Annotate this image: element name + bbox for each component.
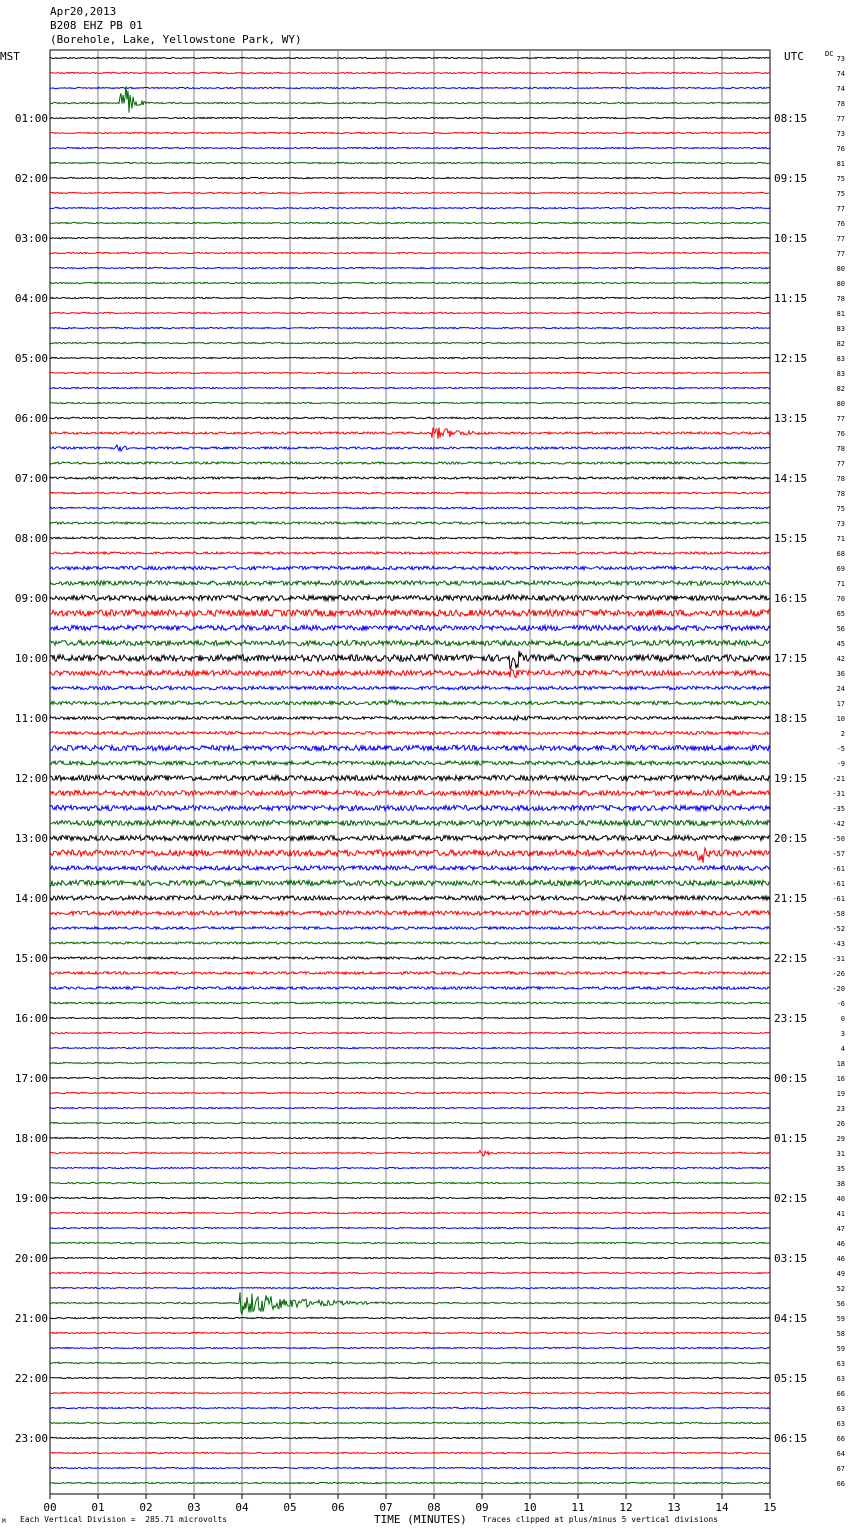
mst-axis-label: MST bbox=[0, 50, 20, 63]
utc-hour-labels bbox=[774, 112, 807, 1445]
utc-hour-label: 00:15 bbox=[774, 1072, 808, 1085]
seismic-trace bbox=[50, 835, 770, 840]
mst-hour-label: 15:00 bbox=[14, 952, 48, 965]
seismic-trace bbox=[50, 132, 770, 133]
seismic-trace bbox=[50, 1032, 770, 1033]
seismic-trace bbox=[50, 1017, 770, 1018]
dc-offset-label: 80 bbox=[836, 265, 845, 273]
utc-axis-label: UTC bbox=[784, 50, 804, 63]
mst-hour-label: 11:00 bbox=[14, 712, 48, 725]
dc-offset-label: 78 bbox=[836, 100, 845, 108]
dc-offset-label: -58 bbox=[832, 910, 845, 918]
seismic-trace bbox=[50, 192, 770, 193]
seismic-trace bbox=[50, 222, 770, 223]
corner-mark: M bbox=[2, 1518, 6, 1525]
seismic-trace bbox=[50, 848, 770, 863]
mst-hour-labels bbox=[15, 112, 48, 1445]
seismic-trace bbox=[50, 716, 770, 721]
utc-hour-label: 06:15 bbox=[774, 1432, 808, 1445]
dc-offset-label: 49 bbox=[836, 1270, 845, 1278]
seismic-trace bbox=[50, 972, 770, 975]
x-tick-label: 09 bbox=[475, 1501, 489, 1514]
dc-offset-label: 35 bbox=[836, 1165, 845, 1173]
seismic-trace bbox=[50, 1242, 770, 1243]
seismic-trace bbox=[50, 1392, 770, 1393]
dc-offset-label: 78 bbox=[836, 445, 845, 453]
seismic-trace bbox=[50, 1212, 770, 1213]
seismic-trace bbox=[50, 1437, 770, 1438]
dc-offset-label: 63 bbox=[836, 1405, 845, 1413]
x-tick-label: 00 bbox=[43, 1501, 57, 1514]
x-tick-label: 14 bbox=[715, 1501, 729, 1514]
seismic-trace bbox=[50, 162, 770, 163]
seismic-trace bbox=[50, 237, 770, 238]
dc-offset-label: 71 bbox=[836, 580, 845, 588]
dc-offset-label: 4 bbox=[840, 1045, 845, 1053]
seismic-trace bbox=[50, 896, 770, 901]
seismic-trace bbox=[50, 1377, 770, 1378]
seismic-trace bbox=[50, 357, 770, 358]
utc-hour-label: 20:15 bbox=[774, 832, 808, 845]
x-tick-label: 08 bbox=[427, 1501, 441, 1514]
dc-offset-label: -61 bbox=[832, 895, 845, 903]
seismic-trace bbox=[50, 1047, 770, 1048]
dc-offset-label: 64 bbox=[836, 1450, 845, 1458]
chart-date-title: Apr20,2013 bbox=[50, 5, 117, 18]
x-tick-label: 07 bbox=[379, 1501, 393, 1514]
seismic-trace bbox=[50, 566, 770, 570]
dc-offset-label: 83 bbox=[836, 355, 845, 363]
seismic-trace bbox=[50, 1092, 770, 1093]
dc-offset-label: 42 bbox=[836, 655, 845, 663]
dc-column-label: DC bbox=[825, 50, 834, 58]
utc-hour-label: 23:15 bbox=[774, 1012, 808, 1025]
station-location: (Borehole, Lake, Yellowstone Park, WY) bbox=[50, 33, 302, 46]
seismic-trace bbox=[50, 1317, 770, 1318]
seismic-trace bbox=[50, 957, 770, 959]
seismic-trace bbox=[50, 1182, 770, 1183]
dc-offset-label: 47 bbox=[836, 1225, 845, 1233]
mst-hour-label: 23:00 bbox=[14, 1432, 48, 1445]
seismic-trace bbox=[50, 87, 770, 88]
seismic-trace bbox=[50, 267, 770, 268]
seismic-trace bbox=[50, 987, 770, 990]
dc-offset-label: -21 bbox=[832, 775, 845, 783]
dc-offset-label: 3 bbox=[840, 1030, 845, 1038]
dc-offset-label: 17 bbox=[836, 700, 845, 708]
mst-hour-label: 01:00 bbox=[14, 112, 48, 125]
seismic-trace bbox=[50, 492, 770, 494]
seismic-trace bbox=[50, 1002, 770, 1004]
dc-offset-label: -6 bbox=[836, 1000, 845, 1008]
dc-offset-label: 69 bbox=[836, 565, 845, 573]
utc-hour-label: 21:15 bbox=[774, 892, 808, 905]
station-code: B208 EHZ PB 01 bbox=[50, 19, 143, 32]
seismic-trace bbox=[50, 640, 770, 645]
mst-hour-label: 16:00 bbox=[14, 1012, 48, 1025]
dc-offset-label: 63 bbox=[836, 1360, 845, 1368]
seismic-trace bbox=[50, 252, 770, 253]
dc-offset-label: 73 bbox=[836, 130, 845, 138]
dc-offset-label: -35 bbox=[832, 805, 845, 813]
dc-offset-labels bbox=[832, 55, 845, 1488]
dc-offset-label: 70 bbox=[836, 595, 845, 603]
seismic-trace bbox=[50, 669, 770, 678]
dc-offset-label: 77 bbox=[836, 460, 845, 468]
seismic-trace bbox=[50, 207, 770, 208]
seismic-traces bbox=[50, 57, 770, 1483]
seismic-trace bbox=[50, 651, 770, 668]
seismic-trace bbox=[50, 732, 770, 735]
x-axis-ticks bbox=[43, 1494, 776, 1514]
mst-hour-label: 19:00 bbox=[14, 1192, 48, 1205]
dc-offset-label: 74 bbox=[836, 85, 845, 93]
x-tick-label: 10 bbox=[523, 1501, 537, 1514]
dc-offset-label: 18 bbox=[836, 1060, 845, 1068]
plot-frame bbox=[50, 50, 770, 1494]
seismic-trace bbox=[50, 1227, 770, 1228]
dc-offset-label: 78 bbox=[836, 490, 845, 498]
seismic-trace bbox=[50, 745, 770, 750]
dc-offset-label: 40 bbox=[836, 1195, 845, 1203]
dc-offset-label: 41 bbox=[836, 1210, 845, 1218]
seismic-trace bbox=[50, 866, 770, 870]
dc-offset-label: 56 bbox=[836, 1300, 845, 1308]
seismic-trace bbox=[50, 1197, 770, 1198]
seismic-trace bbox=[50, 72, 770, 73]
dc-offset-label: 75 bbox=[836, 175, 845, 183]
seismic-trace bbox=[50, 507, 770, 509]
utc-hour-label: 13:15 bbox=[774, 412, 808, 425]
mst-hour-label: 22:00 bbox=[14, 1372, 48, 1385]
dc-offset-label: -31 bbox=[832, 955, 845, 963]
seismic-trace bbox=[50, 1482, 770, 1483]
seismic-trace bbox=[50, 1347, 770, 1348]
dc-offset-label: -5 bbox=[836, 745, 845, 753]
seismic-trace bbox=[50, 1137, 770, 1138]
utc-hour-label: 19:15 bbox=[774, 772, 808, 785]
seismic-trace bbox=[50, 1167, 770, 1168]
utc-hour-label: 15:15 bbox=[774, 532, 808, 545]
mst-hour-label: 07:00 bbox=[14, 472, 48, 485]
mst-hour-label: 20:00 bbox=[14, 1252, 48, 1265]
x-tick-label: 13 bbox=[667, 1501, 681, 1514]
seismic-trace bbox=[50, 445, 770, 451]
seismic-trace bbox=[50, 1257, 770, 1258]
seismic-trace bbox=[50, 1272, 770, 1273]
dc-offset-label: 56 bbox=[836, 625, 845, 633]
mst-hour-label: 10:00 bbox=[14, 652, 48, 665]
mst-hour-label: 14:00 bbox=[14, 892, 48, 905]
dc-offset-label: 58 bbox=[836, 1330, 845, 1338]
dc-offset-label: 66 bbox=[836, 1480, 845, 1488]
dc-offset-label: 77 bbox=[836, 205, 845, 213]
dc-offset-label: -57 bbox=[832, 850, 845, 858]
dc-offset-label: 26 bbox=[836, 1120, 845, 1128]
dc-offset-label: 10 bbox=[836, 715, 845, 723]
x-tick-label: 06 bbox=[331, 1501, 345, 1514]
dc-offset-label: 19 bbox=[836, 1090, 845, 1098]
seismic-trace bbox=[50, 462, 770, 464]
dc-offset-label: 80 bbox=[836, 280, 845, 288]
utc-hour-label: 01:15 bbox=[774, 1132, 808, 1145]
vertical-scale-note: Each Vertical Division = 285.71 microvolts bbox=[20, 1515, 228, 1524]
dc-offset-label: -9 bbox=[836, 760, 845, 768]
dc-offset-label: 82 bbox=[836, 385, 845, 393]
seismic-trace bbox=[50, 625, 770, 630]
dc-offset-label: 75 bbox=[836, 190, 845, 198]
dc-offset-label: 59 bbox=[836, 1345, 845, 1353]
dc-offset-label: 2 bbox=[840, 730, 845, 738]
utc-hour-label: 22:15 bbox=[774, 952, 808, 965]
x-tick-label: 12 bbox=[619, 1501, 633, 1514]
seismic-trace bbox=[50, 1062, 770, 1063]
seismic-trace bbox=[50, 880, 770, 885]
mst-hour-label: 08:00 bbox=[14, 532, 48, 545]
dc-offset-label: 52 bbox=[836, 1285, 845, 1293]
dc-offset-label: 23 bbox=[836, 1105, 845, 1113]
dc-offset-label: 83 bbox=[836, 370, 845, 378]
dc-offset-label: 77 bbox=[836, 235, 845, 243]
x-tick-label: 15 bbox=[763, 1501, 777, 1514]
seismic-trace bbox=[50, 417, 770, 419]
dc-offset-label: 45 bbox=[836, 640, 845, 648]
seismic-trace bbox=[50, 552, 770, 554]
dc-offset-label: 77 bbox=[836, 415, 845, 423]
seismic-trace bbox=[50, 805, 770, 810]
x-tick-label: 03 bbox=[187, 1501, 201, 1514]
mst-hour-label: 06:00 bbox=[14, 412, 48, 425]
dc-offset-label: -42 bbox=[832, 820, 845, 828]
dc-offset-label: -50 bbox=[832, 835, 845, 843]
dc-offset-label: 63 bbox=[836, 1375, 845, 1383]
seismic-trace bbox=[50, 387, 770, 388]
utc-hour-label: 04:15 bbox=[774, 1312, 808, 1325]
dc-offset-label: -31 bbox=[832, 790, 845, 798]
dc-offset-label: 0 bbox=[840, 1015, 845, 1023]
dc-offset-label: 67 bbox=[836, 1465, 845, 1473]
dc-offset-label: 77 bbox=[836, 115, 845, 123]
dc-offset-label: 66 bbox=[836, 1390, 845, 1398]
mst-hour-label: 03:00 bbox=[14, 232, 48, 245]
utc-hour-label: 16:15 bbox=[774, 592, 808, 605]
seismic-trace bbox=[50, 342, 770, 343]
seismic-trace bbox=[50, 372, 770, 373]
clip-note: Traces clipped at plus/minus 5 vertical divisions bbox=[482, 1515, 719, 1524]
seismic-trace bbox=[50, 1407, 770, 1408]
utc-hour-label: 02:15 bbox=[774, 1192, 808, 1205]
seismic-trace bbox=[50, 594, 770, 601]
seismic-trace bbox=[50, 1292, 770, 1315]
x-tick-label: 05 bbox=[283, 1501, 297, 1514]
mst-hour-label: 05:00 bbox=[14, 352, 48, 365]
seismic-trace bbox=[50, 1150, 770, 1155]
utc-hour-label: 12:15 bbox=[774, 352, 808, 365]
dc-offset-label: -52 bbox=[832, 925, 845, 933]
seismic-trace bbox=[50, 790, 770, 795]
utc-hour-label: 08:15 bbox=[774, 112, 808, 125]
utc-hour-label: 14:15 bbox=[774, 472, 808, 485]
seismic-trace bbox=[50, 1107, 770, 1108]
dc-offset-label: 36 bbox=[836, 670, 845, 678]
dc-offset-label: 83 bbox=[836, 325, 845, 333]
x-axis-title: TIME (MINUTES) bbox=[374, 1513, 467, 1526]
mst-hour-label: 21:00 bbox=[14, 1312, 48, 1325]
seismic-trace bbox=[50, 911, 770, 915]
dc-offset-label: 73 bbox=[836, 520, 845, 528]
seismic-trace bbox=[50, 428, 770, 440]
mst-hour-label: 04:00 bbox=[14, 292, 48, 305]
x-tick-label: 04 bbox=[235, 1501, 249, 1514]
dc-offset-label: 65 bbox=[836, 610, 845, 618]
dc-offset-label: -43 bbox=[832, 940, 845, 948]
dc-offset-label: -61 bbox=[832, 865, 845, 873]
utc-hour-label: 17:15 bbox=[774, 652, 808, 665]
seismic-trace bbox=[50, 147, 770, 148]
dc-offset-label: 24 bbox=[836, 685, 845, 693]
dc-offset-label: 76 bbox=[836, 430, 845, 438]
dc-offset-label: 76 bbox=[836, 220, 845, 228]
dc-offset-label: 75 bbox=[836, 505, 845, 513]
seismic-trace bbox=[50, 477, 770, 479]
x-tick-label: 01 bbox=[91, 1501, 105, 1514]
utc-hour-label: 11:15 bbox=[774, 292, 808, 305]
mst-hour-label: 09:00 bbox=[14, 592, 48, 605]
dc-offset-label: 31 bbox=[836, 1150, 845, 1158]
dc-offset-label: 81 bbox=[836, 160, 845, 168]
mst-hour-label: 18:00 bbox=[14, 1132, 48, 1145]
seismic-trace bbox=[50, 1287, 770, 1288]
seismic-trace bbox=[50, 86, 770, 112]
seismic-trace bbox=[50, 761, 770, 765]
seismic-trace bbox=[50, 282, 770, 283]
mst-hour-label: 17:00 bbox=[14, 1072, 48, 1085]
seismic-trace bbox=[50, 117, 770, 118]
seismic-trace bbox=[50, 1077, 770, 1078]
dc-offset-label: 82 bbox=[836, 340, 845, 348]
seismic-trace bbox=[50, 610, 770, 617]
seismic-trace bbox=[50, 820, 770, 825]
dc-offset-label: 81 bbox=[836, 310, 845, 318]
seismic-trace bbox=[50, 581, 770, 585]
utc-hour-label: 18:15 bbox=[774, 712, 808, 725]
seismic-trace bbox=[50, 1452, 770, 1453]
dc-offset-label: -20 bbox=[832, 985, 845, 993]
dc-offset-label: 66 bbox=[836, 1435, 845, 1443]
seismic-trace bbox=[50, 927, 770, 930]
minute-gridlines bbox=[98, 50, 722, 1494]
seismic-trace bbox=[50, 402, 770, 403]
seismic-trace bbox=[50, 1362, 770, 1363]
x-tick-label: 02 bbox=[139, 1501, 153, 1514]
dc-offset-label: 78 bbox=[836, 295, 845, 303]
seismic-trace bbox=[50, 177, 770, 178]
dc-offset-label: 74 bbox=[836, 70, 845, 78]
dc-offset-label: 73 bbox=[836, 55, 845, 63]
dc-offset-label: -61 bbox=[832, 880, 845, 888]
dc-offset-label: 16 bbox=[836, 1075, 845, 1083]
mst-hour-label: 02:00 bbox=[14, 172, 48, 185]
dc-offset-label: 78 bbox=[836, 475, 845, 483]
seismic-trace bbox=[50, 312, 770, 313]
dc-offset-label: 46 bbox=[836, 1240, 845, 1248]
seismic-trace bbox=[50, 775, 770, 780]
utc-hour-label: 03:15 bbox=[774, 1252, 808, 1265]
utc-hour-label: 05:15 bbox=[774, 1372, 808, 1385]
dc-offset-label: 76 bbox=[836, 145, 845, 153]
seismic-trace bbox=[50, 1422, 770, 1423]
seismic-trace bbox=[50, 537, 770, 539]
seismic-trace bbox=[50, 1332, 770, 1333]
x-tick-label: 11 bbox=[571, 1501, 585, 1514]
seismic-trace bbox=[50, 57, 770, 58]
utc-hour-label: 10:15 bbox=[774, 232, 808, 245]
dc-offset-label: 46 bbox=[836, 1255, 845, 1263]
seismic-trace bbox=[50, 1122, 770, 1123]
seismic-trace bbox=[50, 1467, 770, 1468]
seismic-trace bbox=[50, 942, 770, 944]
dc-offset-label: 77 bbox=[836, 250, 845, 258]
dc-offset-label: 63 bbox=[836, 1420, 845, 1428]
seismic-trace bbox=[50, 297, 770, 298]
dc-offset-label: 71 bbox=[836, 535, 845, 543]
seismic-trace bbox=[50, 700, 770, 705]
utc-hour-label: 09:15 bbox=[774, 172, 808, 185]
seismic-trace bbox=[50, 327, 770, 328]
dc-offset-label: 29 bbox=[836, 1135, 845, 1143]
seismic-trace bbox=[50, 522, 770, 524]
dc-offset-label: 68 bbox=[836, 550, 845, 558]
dc-offset-label: -26 bbox=[832, 970, 845, 978]
dc-offset-label: 80 bbox=[836, 400, 845, 408]
mst-hour-label: 13:00 bbox=[14, 832, 48, 845]
seismic-trace bbox=[50, 686, 770, 690]
dc-offset-label: 38 bbox=[836, 1180, 845, 1188]
dc-offset-label: 59 bbox=[836, 1315, 845, 1323]
mst-hour-label: 12:00 bbox=[14, 772, 48, 785]
